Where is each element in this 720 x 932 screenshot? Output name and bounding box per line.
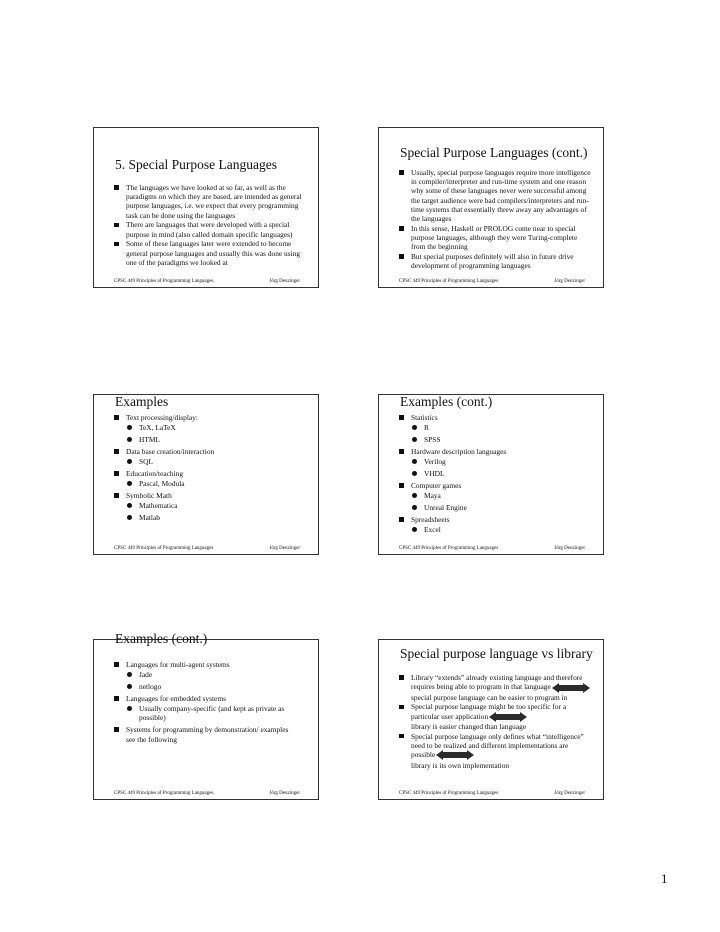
footer-course: CPSC 449 Principles of Programming Languages [399,791,499,796]
bullet-item: Computer games [399,481,593,490]
bullet-item [399,702,593,722]
bullet-item: But special purposes definitely will also in future drive development of programming languages [399,252,593,270]
slide-body [399,168,593,271]
sub-bullet-item: Excel [399,525,593,534]
bullet-continuation: library is its own implementation [411,760,510,770]
sub-bullet-item: Usually company-specific (and kept as private as possible) [114,704,308,722]
sub-bullet-item: R [399,423,593,432]
sub-bullet-item: netlogo [114,682,308,691]
double-arrow-icon [436,750,474,760]
sub-bullet-item: SPSS [399,435,593,444]
slide-title: Examples (cont.) [400,394,493,409]
bullet-text: Special purpose language only defines what “intelligence” need to be realized and different implementations are possible [411,731,584,759]
bullet-item: Text processing/display: [114,413,308,422]
bullet-item: Languages for embedded systems [114,694,308,703]
slide-body [399,413,593,537]
slide-body [399,673,593,770]
bullet-text: Special purpose language might be too specific for a particular user application [411,702,567,721]
slide-title: 5. Special Purpose Languages [115,157,277,172]
sub-bullet-item: Maya [399,491,593,500]
bullet-item: Data base creation/interaction [114,447,308,456]
slide-title: Special Purpose Languages (cont.) [400,145,588,160]
page-number: 1 [661,871,668,886]
footer-course: CPSC 449 Principles of Programming Languages [399,279,499,284]
bullet-item [399,732,593,761]
sub-bullet-item: Mathematica [114,501,308,510]
footer-course: CPSC 449 Principles of Programming Languages [114,279,214,284]
footer-author: Jörg Denzinger [269,546,300,551]
footer-course: CPSC 449 Principles of Programming Languages [114,546,214,551]
bullet-item: The languages we have looked at so far, as well as the paradigms on which they are based, are intended as general purpose languages, i.e. we expect that every programming task can be done using the languages [114,183,308,220]
slide-body [114,660,308,744]
slide-title: Examples [115,394,169,409]
slide-examples-cont [378,394,604,555]
sub-bullet-item: TeX, LaTeX [114,423,308,432]
sub-bullet-item: Jade [114,670,308,679]
bullet-item: Languages for multi-agent systems [114,660,308,669]
footer-author: Jörg Denzinger [554,279,585,284]
footer-course: CPSC 449 Principles of Programming Languages [114,791,214,796]
bullet-item: Systems for programming by demonstration/ examples [114,725,308,734]
sub-bullet-item: Pascal, Modula [114,479,308,488]
footer-author: Jörg Denzinger [269,279,300,284]
bullet-continuation: see the following [126,734,177,744]
slide-special-purpose-languages-cont [378,127,604,288]
slide-examples [93,394,319,555]
bullet-item: In this sense, Haskell or PROLOG come near to special purpose languages, although they were Turing-complete from the beginning [399,224,593,252]
bullet-item [399,673,593,693]
bullet-item: Usually, special purpose languages require more intelligence in compiler/interpreter and run-time system and one reason why some of these languages never were successful among the target audience were bad compilers/interpreters and run-time systems that essentially threw away any advantages of the languages [399,168,593,223]
footer-author: Jörg Denzinger [554,791,585,796]
bullet-text: Library “extends” already existing language and therefore requires being able to program in that language [411,673,583,692]
bullet-item: Hardware description languages [399,447,593,456]
slide-title: Examples (cont.) [115,631,208,646]
slide-special-purpose-languages [93,127,319,288]
bullet-item: Some of these languages later were extended to become general purpose languages and usually this was done using one of the paradigms we looked at [114,239,308,267]
bullet-item: Statistics [399,413,593,422]
bullet-item: There are languages that were developed with a special purpose in mind (also called domain specific languages) [114,220,308,238]
bullet-item: Symbolic Math [114,491,308,500]
bullet-continuation: special purpose language can be easier to program in [411,693,568,703]
footer-author: Jörg Denzinger [554,546,585,551]
sub-bullet-item: HTML [114,435,308,444]
sub-bullet-item: Matlab [114,513,308,522]
double-arrow-icon [552,683,590,693]
sub-bullet-item: SQL [114,457,308,466]
bullet-item: Education/teaching [114,469,308,478]
bullet-continuation: library is easier changed than language [411,722,527,732]
slide-body [114,183,308,268]
footer-course: CPSC 449 Principles of Programming Languages [399,546,499,551]
slide-examples-cont-2 [93,631,319,800]
footer-author: Jörg Denzinger [269,791,300,796]
sub-bullet-item: VHDL [399,469,593,478]
slide-language-vs-library [378,639,604,800]
sub-bullet-item: Unreal Engine [399,503,593,512]
slide-body [114,413,308,525]
double-arrow-icon [489,712,527,722]
sub-bullet-item: Verilog [399,457,593,466]
bullet-item: Spreadsheets [399,515,593,524]
slide-title: Special purpose language vs library [400,646,593,661]
